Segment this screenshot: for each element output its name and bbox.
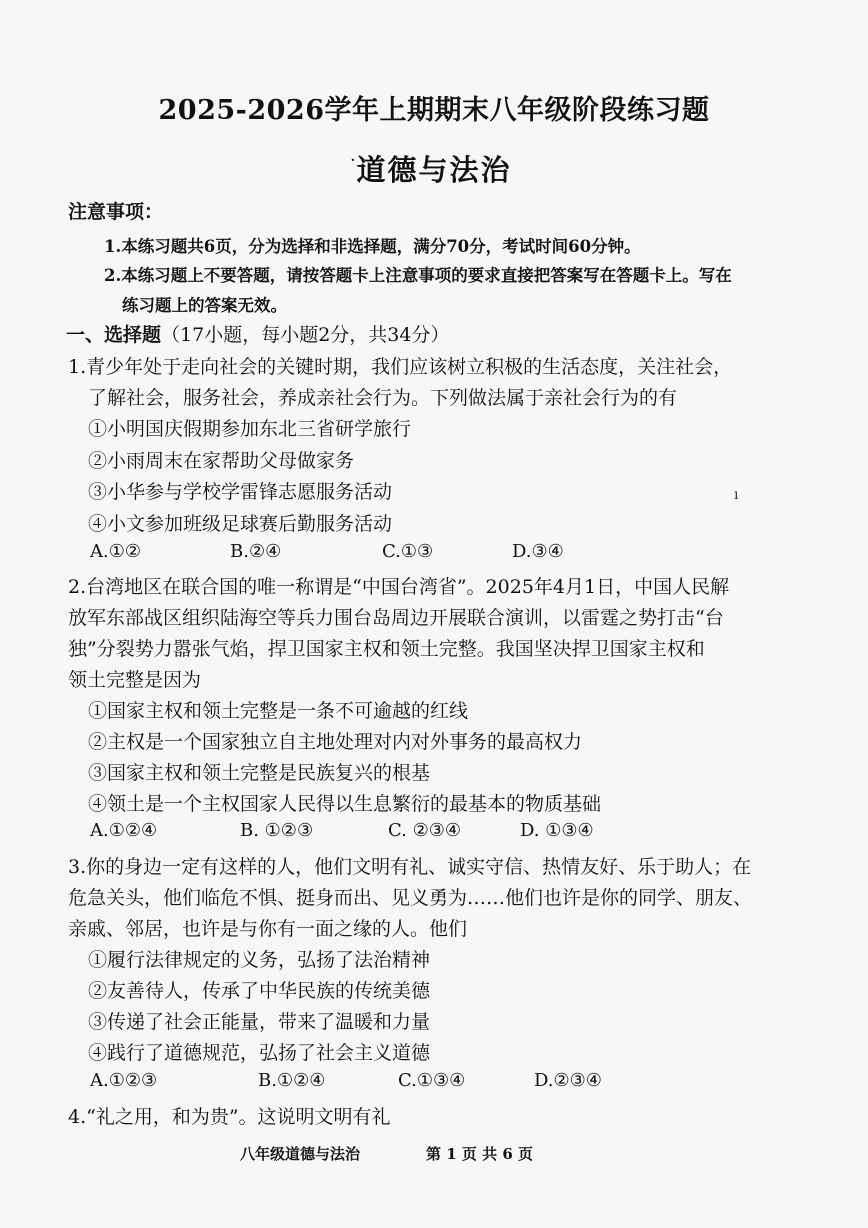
question-2-item: ③国家主权和领土完整是民族复兴的根基: [88, 762, 431, 784]
stray-dot: ·: [350, 150, 356, 171]
option-d: D.②③④: [534, 1070, 602, 1091]
question-3-item: ①履行法律规定的义务，弘扬了法治精神: [88, 949, 431, 971]
option-b: B.①②④: [258, 1070, 326, 1091]
question-4-stem: 4.“礼之用，和为贵”。这说明文明有礼: [68, 1106, 391, 1128]
section-title: 一、选择题: [66, 324, 162, 346]
exam-title: 2025-2026学年上期期末八年级阶段练习题: [158, 95, 710, 126]
question-2-item: ④领土是一个主权国家人民得以生息繁衍的最基本的物质基础: [88, 793, 602, 815]
question-2-stem: 领土完整是因为: [68, 669, 202, 691]
stray-mark: ı: [734, 487, 739, 503]
option-a: A.①②: [90, 541, 141, 562]
question-3-stem: 危急关头，他们临危不惧、挺身而出、见义勇为……他们也许是你的同学、朋友、: [68, 887, 753, 909]
question-2-stem: 放军东部战区组织陆海空等兵力围台岛周边开展联合演训，以雷霆之势打击“台: [68, 607, 724, 629]
option-b: B. ①②③: [240, 820, 314, 841]
question-2-stem: 2.台湾地区在联合国的唯一称谓是“中国台湾省”。2025年4月1日，中国人民解: [68, 576, 730, 598]
notice-heading: 注意事项：: [68, 201, 164, 223]
question-1-stem: 了解社会，服务社会，养成亲社会行为。下列做法属于亲社会行为的有: [88, 387, 678, 409]
question-2-stem: 独”分裂势力嚣张气焰，捍卫国家主权和领土完整。我国坚决捍卫国家主权和: [68, 638, 705, 660]
question-1-item: ②小雨周末在家帮助父母做家务: [88, 450, 355, 472]
question-3-stem: 3.你的身边一定有这样的人，他们文明有礼、诚实守信、热情友好、乐于助人；在: [68, 856, 752, 878]
footer-page-number: 第 1 页 共 6 页: [426, 1145, 533, 1163]
notice-item: 2.本练习题上不要答题，请按答题卡上注意事项的要求直接把答案写在答题卡上。写在: [104, 266, 732, 285]
option-b: B.②④: [230, 541, 282, 562]
option-d: D.③④: [512, 541, 564, 562]
option-c: C.①③④: [398, 1070, 466, 1091]
option-d: D. ①③④: [520, 820, 594, 841]
question-3-stem: 亲戚、邻居，也许是与你有一面之缘的人。他们: [68, 918, 468, 940]
question-1-item: ④小文参加班级足球赛后勤服务活动: [88, 513, 393, 535]
section-heading: [66, 320, 449, 347]
notice-item: 1.本练习题共6页，分为选择和非选择题，满分70分，考试时间60分钟。: [104, 237, 641, 256]
option-c: C.①③: [382, 541, 434, 562]
question-1-stem: 1.青少年处于走向社会的关键时期，我们应该树立积极的生活态度，关注社会，: [68, 356, 733, 378]
question-1-item: ③小华参与学校学雷锋志愿服务活动: [88, 481, 393, 503]
option-c: C. ②③④: [388, 820, 461, 841]
question-1-item: ①小明国庆假期参加东北三省研学旅行: [88, 418, 412, 440]
question-3-item: ③传递了社会正能量，带来了温暖和力量: [88, 1011, 431, 1033]
subject-title: 道德与法治: [356, 153, 512, 187]
question-3-item: ②友善待人，传承了中华民族的传统美德: [88, 980, 431, 1002]
question-2-item: ②主权是一个国家独立自主地处理对内对外事务的最高权力: [88, 731, 583, 753]
footer-subject: 八年级道德与法治: [240, 1145, 361, 1163]
option-a: A.①②③: [90, 1070, 158, 1091]
notice-item: 练习题上的答案无效。: [122, 296, 287, 315]
section-note: （17小题，每小题2分，共34分）: [161, 324, 450, 346]
option-a: A.①②④: [90, 820, 158, 841]
question-2-item: ①国家主权和领土完整是一条不可逾越的红线: [88, 700, 469, 722]
question-3-item: ④践行了道德规范，弘扬了社会主义道德: [88, 1042, 431, 1064]
